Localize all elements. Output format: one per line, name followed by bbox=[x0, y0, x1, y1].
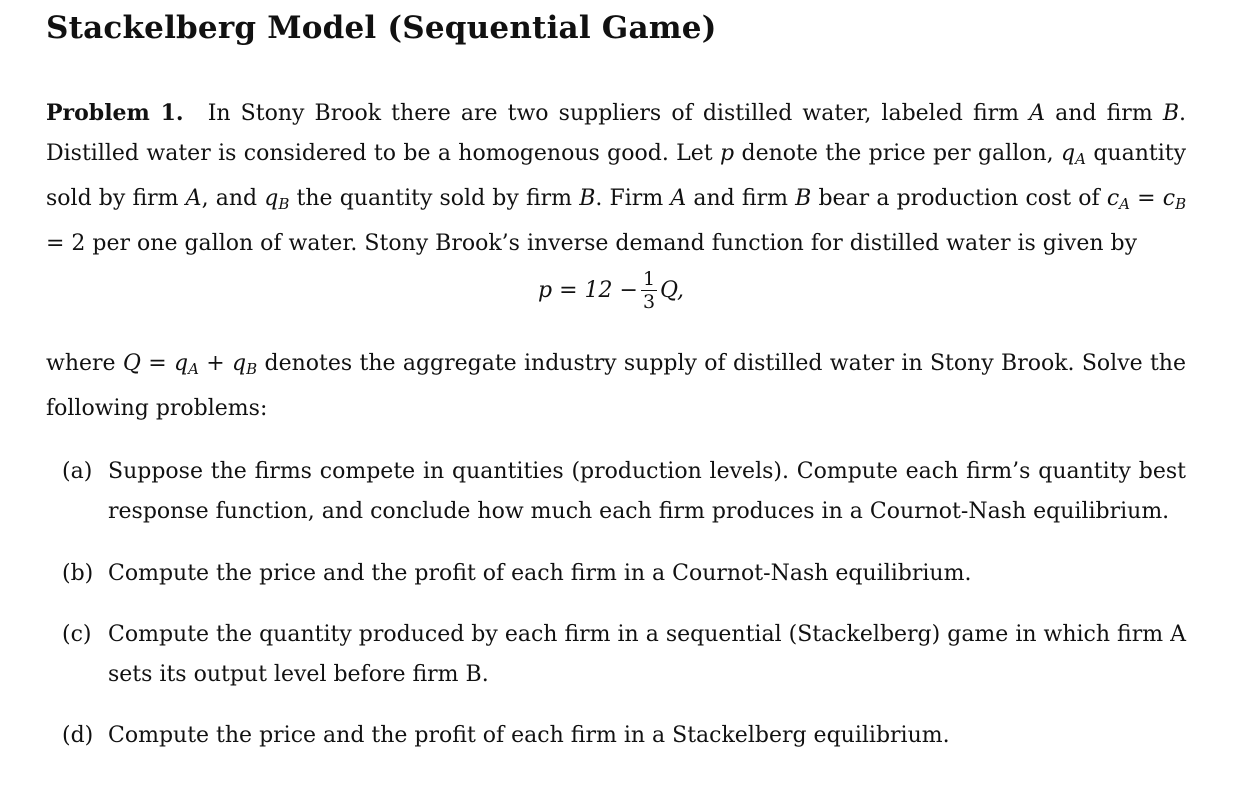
text-segment: the quantity sold by firm bbox=[296, 186, 573, 211]
math-var-c: c bbox=[1162, 186, 1176, 211]
fraction bbox=[641, 268, 657, 313]
text-segment: = 2 per one gallon of water. Stony Brook’s inverse demand function for distilled water is given by bbox=[46, 231, 1138, 256]
text-segment: and firm bbox=[1055, 101, 1153, 126]
question-item-a bbox=[62, 452, 1186, 532]
page-title: Stackelberg Model (Sequential Game) bbox=[46, 10, 717, 46]
math-var-q: q bbox=[232, 351, 247, 376]
math-var-c: c bbox=[1106, 186, 1120, 211]
text-segment: denote the price per gallon, bbox=[741, 141, 1054, 166]
math-var-q: q bbox=[1061, 141, 1076, 166]
subscript-a: A bbox=[1075, 150, 1086, 168]
plus-sign: + bbox=[198, 351, 233, 376]
question-item-b bbox=[62, 554, 1186, 594]
text-segment: . Distilled water is considered to be a homogenous good. Let bbox=[46, 101, 1186, 166]
text-segment: quantity sold by firm bbox=[46, 141, 1187, 211]
equation-lhs: p = 12 − bbox=[538, 278, 638, 303]
subscript-b: B bbox=[278, 195, 290, 213]
math-var-a: A bbox=[185, 186, 202, 211]
text-segment: bear a production cost of bbox=[818, 186, 1100, 211]
math-var-a: A bbox=[670, 186, 687, 211]
math-var-p: p bbox=[720, 141, 735, 166]
math-var-b: B bbox=[1162, 101, 1179, 126]
problem-statement bbox=[46, 93, 1186, 264]
subscript-a: A bbox=[1119, 195, 1130, 213]
subscript-b: B bbox=[1175, 195, 1187, 213]
fraction-numerator: 1 bbox=[642, 268, 656, 290]
math-var-q: q bbox=[174, 351, 189, 376]
text-segment: denotes the aggregate industry supply of distilled water in Stony Brook. Solve the following problems: bbox=[46, 351, 1186, 421]
demand-equation bbox=[538, 268, 684, 313]
math-var-a: A bbox=[1029, 101, 1046, 126]
question-label: (a) bbox=[62, 459, 93, 484]
text-segment: and firm bbox=[693, 186, 788, 211]
equation-rhs: Q, bbox=[660, 278, 684, 303]
equals-sign: = bbox=[140, 351, 175, 376]
question-label: (d) bbox=[62, 723, 94, 748]
question-item-c bbox=[62, 615, 1186, 695]
text-segment: where bbox=[46, 351, 116, 376]
text-segment: . Firm bbox=[595, 186, 664, 211]
math-var-q: q bbox=[264, 186, 279, 211]
where-paragraph bbox=[46, 344, 1186, 429]
math-var-b: B bbox=[795, 186, 812, 211]
subscript-a: A bbox=[188, 360, 199, 378]
question-text: Compute the price and the profit of each firm in a Cournot-Nash equilibrium. bbox=[108, 561, 972, 586]
problem-label: Problem 1. bbox=[46, 100, 184, 126]
question-text: Suppose the firms compete in quantities (production levels). Compute each firm’s quantity best response function, and conclude how much each firm produces in a Cournot-Nash equilibrium. bbox=[108, 459, 1186, 524]
equals-sign: = bbox=[1130, 186, 1163, 211]
question-label: (b) bbox=[62, 561, 94, 586]
question-label: (c) bbox=[62, 622, 92, 647]
math-var-b: B bbox=[579, 186, 596, 211]
math-var-q-total: Q bbox=[122, 351, 141, 376]
text-segment: , and bbox=[201, 186, 258, 211]
subscript-b: B bbox=[246, 360, 258, 378]
question-item-d bbox=[62, 716, 1186, 756]
fraction-denominator: 3 bbox=[642, 291, 656, 313]
question-text: Compute the quantity produced by each firm in a sequential (Stackelberg) game in which firm A sets its output level before firm B. bbox=[108, 622, 1186, 687]
question-text: Compute the price and the profit of each firm in a Stackelberg equilibrium. bbox=[108, 723, 950, 748]
text-segment: In Stony Brook there are two suppliers of distilled water, labeled firm bbox=[207, 101, 1019, 126]
